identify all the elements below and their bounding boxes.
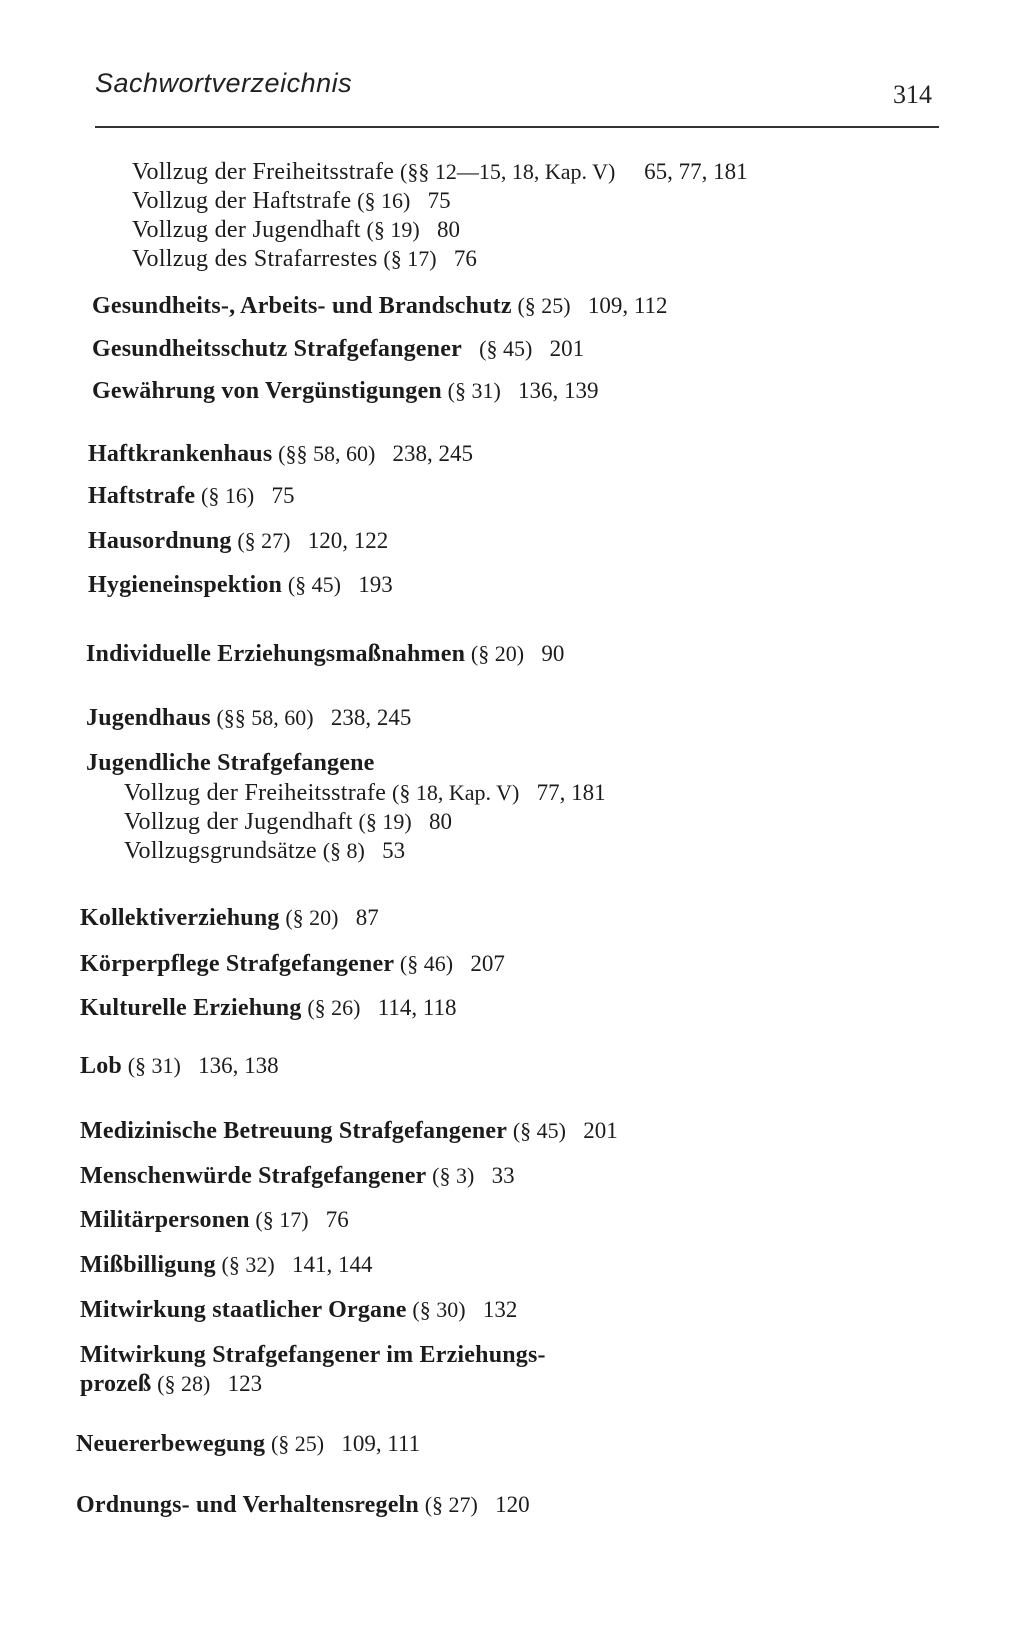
index-entry — [80, 1052, 279, 1080]
paragraph-reference: (§§ 58, 60) — [278, 441, 376, 466]
index-entry — [76, 1430, 420, 1458]
paragraph-reference: (§ 25) — [517, 293, 571, 318]
page-number: 314 — [893, 80, 932, 109]
index-subentry — [124, 837, 405, 865]
subentry-term: Vollzug des Strafarrestes — [132, 246, 378, 272]
page-references: 201 — [549, 336, 585, 361]
subentry-term: Vollzugsgrundsätze — [124, 838, 317, 864]
page-references: 90 — [541, 641, 565, 666]
page-references: 141, 144 — [291, 1252, 373, 1277]
index-entry — [92, 377, 599, 405]
index-entry — [92, 292, 668, 320]
page-references: 80 — [436, 217, 460, 242]
page-references: 80 — [428, 809, 452, 834]
paragraph-reference: (§ 27) — [237, 528, 291, 553]
page-references: 120, 122 — [307, 528, 389, 553]
page-references: 120 — [495, 1492, 530, 1517]
index-entry — [88, 440, 473, 468]
entry-term: Kulturelle Erziehung — [80, 995, 302, 1021]
paragraph-reference: (§ 31) — [447, 378, 501, 403]
page-references: 76 — [453, 246, 477, 271]
entry-term: Menschenwürde Strafgefangener — [80, 1163, 427, 1189]
index-entry — [76, 1491, 530, 1519]
paragraph-reference: (§ 45) — [512, 1118, 567, 1143]
page-references: 109, 111 — [341, 1431, 421, 1456]
page-references: 136, 139 — [518, 378, 599, 403]
page-references: 114, 118 — [377, 995, 457, 1020]
entry-term: Jugendhaus — [86, 705, 211, 731]
index-entry — [88, 527, 388, 555]
page-references: 238, 245 — [392, 441, 474, 466]
entry-term: Militärpersonen — [80, 1207, 250, 1233]
index-entry — [80, 1206, 349, 1234]
entry-term: Hausordnung — [88, 528, 232, 554]
paragraph-reference: (§§ 12—15, 18, Kap. V) — [400, 159, 616, 184]
index-entry — [92, 335, 584, 363]
index-subentry — [132, 216, 460, 244]
paragraph-reference: (§ 46) — [399, 951, 454, 976]
entry-term: Hygieneinspektion — [88, 572, 283, 598]
paragraph-reference: (§ 16) — [357, 188, 411, 213]
paragraph-reference: (§ 30) — [412, 1297, 466, 1322]
entry-term-continuation: prozeß — [80, 1371, 152, 1397]
page-references: 33 — [491, 1163, 515, 1188]
paragraph-reference: (§ 20) — [470, 641, 525, 666]
entry-term: Medizinische Betreuung Strafgefangener — [80, 1118, 508, 1144]
page-references: 109, 112 — [587, 293, 668, 318]
index-entry — [86, 704, 411, 732]
entry-term: Mitwirkung Strafgefangener im Erziehungs- — [80, 1342, 546, 1368]
index-entry — [80, 1251, 372, 1279]
paragraph-reference: (§ 19) — [358, 809, 412, 834]
page-references: 65, 77, 181 — [644, 159, 748, 184]
paragraph-reference: (§ 19) — [366, 217, 420, 242]
page-references: 75 — [427, 188, 451, 213]
header-rule — [95, 126, 939, 128]
entry-term: Haftstrafe — [88, 483, 196, 509]
index-entry — [80, 1341, 546, 1369]
paragraph-reference: (§ 25) — [270, 1431, 325, 1456]
paragraph-reference: (§ 16) — [201, 483, 255, 508]
page-references: 75 — [271, 483, 295, 508]
entry-term: Kollektiverziehung — [80, 905, 280, 931]
entry-term: Haftkrankenhaus — [88, 441, 273, 467]
index-entry — [88, 482, 294, 510]
page-references: 77, 181 — [536, 780, 606, 805]
entry-term: Neuererbewegung — [76, 1431, 266, 1457]
index-subentry — [124, 808, 452, 836]
index-entry — [80, 994, 457, 1022]
paragraph-reference: (§ 27) — [424, 1492, 478, 1517]
page-references: 76 — [325, 1207, 349, 1232]
entry-term: Mitwirkung staatlicher Organe — [80, 1297, 407, 1323]
index-entry — [80, 1117, 618, 1145]
entry-term: Gesundheitsschutz Strafgefangener — [92, 336, 462, 362]
page-references: 201 — [583, 1118, 618, 1143]
entry-term: Gewährung von Vergünstigungen — [92, 378, 442, 404]
paragraph-reference: (§ 31) — [127, 1053, 181, 1078]
paragraph-reference: (§ 17) — [383, 246, 437, 271]
subentry-term: Vollzug der Freiheitsstrafe — [124, 780, 387, 806]
index-subentry — [132, 245, 477, 273]
paragraph-reference: (§ 18, Kap. V) — [392, 780, 520, 805]
paragraph-reference: (§ 17) — [255, 1207, 309, 1232]
page-references: 136, 138 — [198, 1053, 279, 1078]
index-entry — [80, 1162, 515, 1190]
entry-term: Lob — [80, 1053, 122, 1079]
paragraph-reference: (§ 45) — [287, 572, 342, 597]
index-entry — [80, 1296, 517, 1324]
page-references: 238, 245 — [330, 705, 412, 730]
entry-term: Ordnungs- und Verhaltensregeln — [76, 1492, 419, 1518]
header-title: Sachwortverzeichnis — [95, 68, 353, 98]
subentry-term: Vollzug der Jugendhaft — [124, 809, 353, 835]
page-references: 132 — [482, 1297, 518, 1322]
paragraph-reference: (§ 28) — [157, 1371, 211, 1396]
subentry-term: Vollzug der Freiheitsstrafe — [132, 159, 395, 185]
paragraph-reference: (§ 26) — [307, 995, 361, 1020]
subentry-term: Vollzug der Haftstrafe — [132, 188, 352, 214]
entry-term: Mißbilligung — [80, 1252, 216, 1278]
paragraph-reference: (§§ 58, 60) — [216, 705, 314, 730]
index-entry-continuation — [80, 1370, 262, 1398]
page-references: 53 — [382, 838, 406, 863]
index-subentry — [124, 779, 606, 807]
index-entry — [80, 950, 505, 978]
subentry-term: Vollzug der Jugendhaft — [132, 217, 361, 243]
paragraph-reference: (§ 32) — [221, 1252, 275, 1277]
index-subentry — [132, 187, 451, 215]
paragraph-reference: (§ 8) — [322, 838, 365, 863]
entry-term: Individuelle Erziehungsmaßnahmen — [86, 641, 466, 667]
index-subentry — [132, 158, 748, 186]
entry-term: Körperpflege Strafgefangener — [80, 951, 395, 977]
paragraph-reference: (§ 45) — [479, 336, 533, 361]
index-entry — [86, 640, 564, 668]
entry-term: Jugendliche Strafgefangene — [86, 750, 375, 776]
paragraph-reference: (§ 20) — [285, 905, 339, 930]
page-references: 87 — [355, 905, 379, 930]
index-entry — [88, 571, 393, 599]
entry-term: Gesundheits-, Arbeits- und Brandschutz — [92, 293, 512, 319]
page-references: 123 — [227, 1371, 263, 1396]
paragraph-reference: (§ 3) — [432, 1163, 475, 1188]
index-entry — [86, 749, 375, 777]
index-entry — [80, 904, 379, 932]
page-references: 193 — [358, 572, 393, 597]
page-references: 207 — [470, 951, 505, 976]
